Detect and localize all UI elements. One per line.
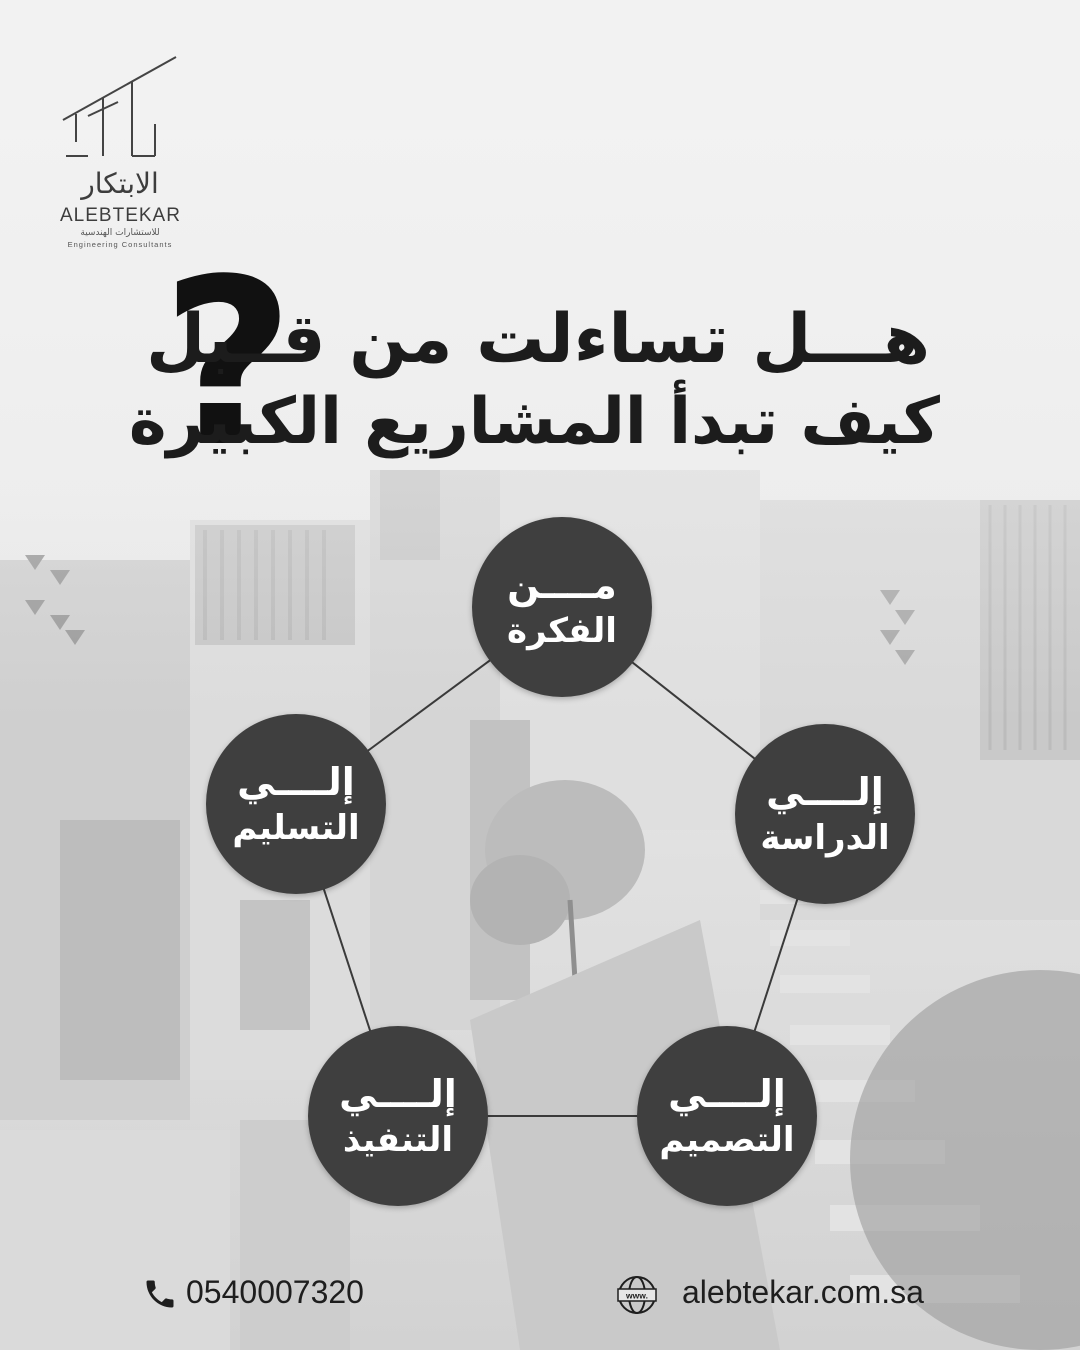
step-prefix: إلــــي [339, 1072, 457, 1116]
step-node-design [637, 1026, 817, 1206]
step-label: الفكرة [507, 610, 617, 651]
step-label: التصميم [659, 1119, 795, 1160]
step-prefix: إلــــي [668, 1072, 786, 1116]
step-label: الدراسة [760, 817, 890, 858]
question-mark: ؟ [162, 231, 296, 498]
logo-english-text: ALEBTEKAR [60, 205, 181, 226]
logo-subtitle-english: Engineering Consultants [67, 240, 173, 249]
step-prefix: إلــــي [237, 760, 355, 804]
www-label: www. [626, 1290, 648, 1301]
logo-arabic-text: الابتكار [81, 167, 159, 200]
headline-line-1: هـــل تساءلت من قــبل [146, 300, 930, 379]
headline-line-2: كيف تبدأ المشاريع الكبيرة [128, 385, 940, 459]
website-link[interactable]: alebtekar.com.sa [682, 1274, 924, 1310]
globe-www-icon [616, 1274, 658, 1316]
phone-number[interactable]: 0540007320 [186, 1274, 364, 1310]
step-prefix: إلــــي [766, 770, 884, 814]
step-prefix: مــــن [507, 563, 617, 607]
step-node-execution [308, 1026, 488, 1206]
phone-icon [142, 1276, 178, 1312]
logo-subtitle-arabic: للاستشارات الهندسية [80, 228, 160, 238]
step-label: التسليم [232, 807, 360, 848]
step-node-delivery [206, 714, 386, 894]
step-node-idea [472, 517, 652, 697]
step-label: التنفيذ [342, 1119, 454, 1160]
step-node-study [735, 724, 915, 904]
